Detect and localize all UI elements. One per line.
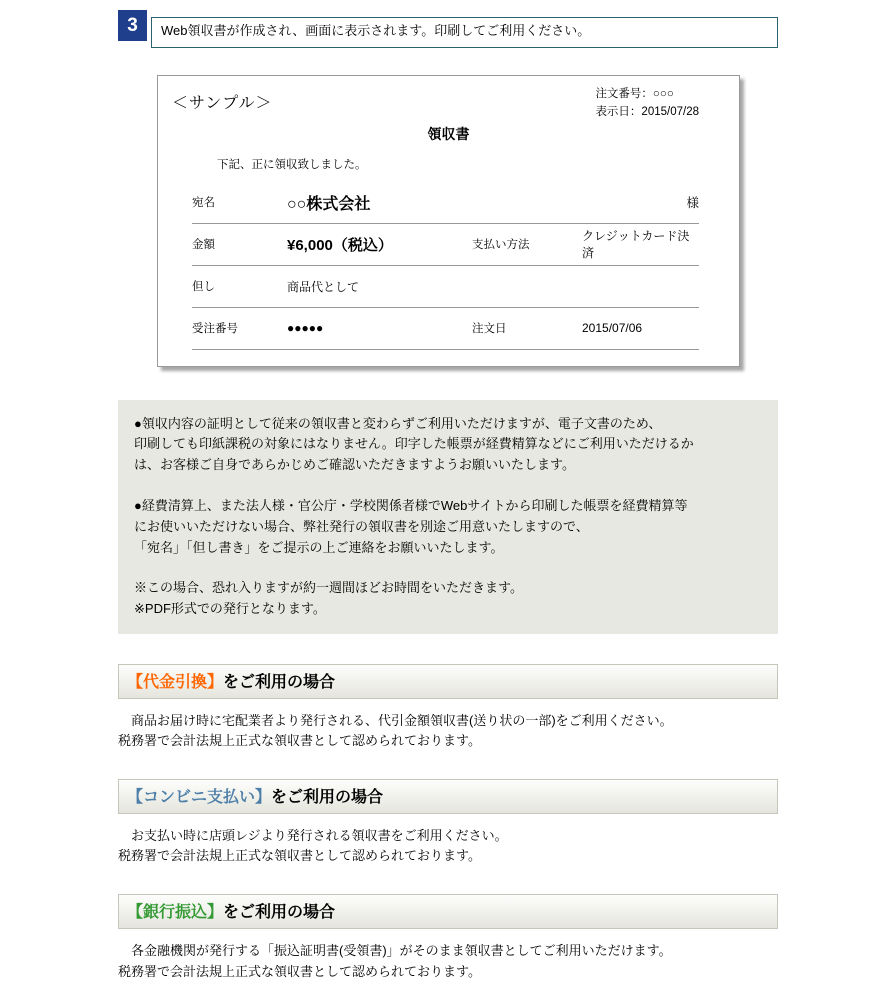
note-line: ●経費清算上、また法人様・官公庁・学校関係者様でWebサイトから印刷した帳票を経費精算等 (134, 497, 688, 513)
order-id-label: 受注番号 (192, 323, 238, 336)
step-description: Web領収書が作成され、画面に表示されます。印刷してご利用ください。 (161, 23, 591, 38)
note-paragraph-1 (134, 414, 762, 476)
section-title-bracket: 【代金引換】 (127, 673, 224, 691)
section-bank-transfer (118, 894, 778, 981)
section-header (118, 779, 778, 814)
step-text-box (151, 17, 778, 48)
section-body-line: 税務署で会計法規上正式な領収書として認められております。 (118, 733, 481, 749)
receipt-row-proviso (192, 266, 699, 308)
step-number-badge: 3 (118, 10, 147, 41)
section-body-line: 税務署で会計法規上正式な領収書として認められております。 (118, 963, 481, 979)
receipt-table (192, 182, 699, 350)
section-body-line: 税務署で会計法規上正式な領収書として認められております。 (118, 848, 481, 864)
section-body (118, 826, 778, 866)
note-line: は、お客様ご自身であらかじめご確認いただきますようお願いいたします。 (134, 457, 575, 473)
order-date-label: 注文日 (472, 323, 507, 336)
receipt-sample (157, 75, 740, 367)
order-id-value: ●●●●● (287, 321, 324, 336)
note-line: 「宛名」「但し書き」をご提示の上ご連絡をお願いいたします。 (134, 539, 504, 555)
order-number: 注文番号：○○○ (595, 87, 674, 100)
receipt-row-order (192, 308, 699, 350)
section-header (118, 664, 778, 699)
display-date: 表示日：2015/07/28 (595, 105, 699, 118)
main-content (118, 10, 778, 982)
payment-method-value: クレジットカード決済 (582, 229, 690, 261)
section-header (118, 894, 778, 929)
proviso-label: 但し (192, 281, 215, 294)
note-line: ※PDF形式での発行となります。 (134, 601, 326, 617)
note-line: にお使いいただけない場合、弊社発行の領収書を別途ご用意いたしますので、 (134, 518, 589, 534)
section-body-line: お支払い時に店頭レジより発行される領収書をご利用ください。 (131, 828, 508, 844)
note-paragraph-3 (134, 578, 762, 620)
step-banner (118, 10, 778, 48)
recipient-suffix: 様 (686, 196, 699, 211)
section-body-line: 商品お届け時に宅配業者より発行される、代引金額領収書(送り状の一部)をご利用ください。 (131, 712, 673, 728)
section-title-rest: をご利用の場合 (271, 789, 384, 807)
note-line: ※この場合、恐れ入りますが約一週間ほどお時間をいただきます。 (134, 580, 523, 596)
section-title-bracket: 【銀行振込】 (127, 904, 224, 922)
section-title-rest: をご利用の場合 (223, 904, 336, 922)
section-cash-on-delivery (118, 664, 778, 751)
proviso-value: 商品代として (287, 279, 360, 294)
notes-box (118, 400, 778, 634)
note-paragraph-2 (134, 496, 762, 558)
recipient-label: 宛名 (192, 197, 215, 210)
receipt-intro: 下記、正に領収致しました。 (217, 158, 367, 171)
section-body (118, 941, 778, 981)
receipt-row-amount (192, 224, 699, 266)
section-convenience-store (118, 779, 778, 866)
payment-method-label: 支払い方法 (472, 239, 530, 252)
section-title-rest: をご利用の場合 (223, 673, 336, 691)
sample-label: ＜サンプル＞ (172, 94, 273, 112)
recipient-value: ○○株式会社 (287, 195, 371, 213)
receipt-title: 領収書 (427, 125, 470, 142)
receipt-meta (595, 86, 699, 122)
section-body-line: 各金融機関が発行する「振込証明書(受領書)」がそのまま領収書としてご利用いただけます。 (131, 943, 672, 959)
receipt-header (172, 86, 725, 122)
section-body (118, 711, 778, 751)
amount-label: 金額 (192, 239, 215, 252)
order-date-value: 2015/07/06 (582, 321, 643, 336)
receipt-row-recipient (192, 182, 699, 224)
note-line: 印刷しても印紙課税の対象にはなりません。印字した帳票が経費精算などにご利用いただけるか (134, 436, 694, 452)
note-line: ●領収内容の証明として従来の領収書と変わらずご利用いただけますが、電子文書のため、 (134, 415, 662, 431)
amount-value: ¥6,000（税込） (287, 236, 393, 254)
section-title-bracket: 【コンビニ支払い】 (127, 789, 272, 807)
